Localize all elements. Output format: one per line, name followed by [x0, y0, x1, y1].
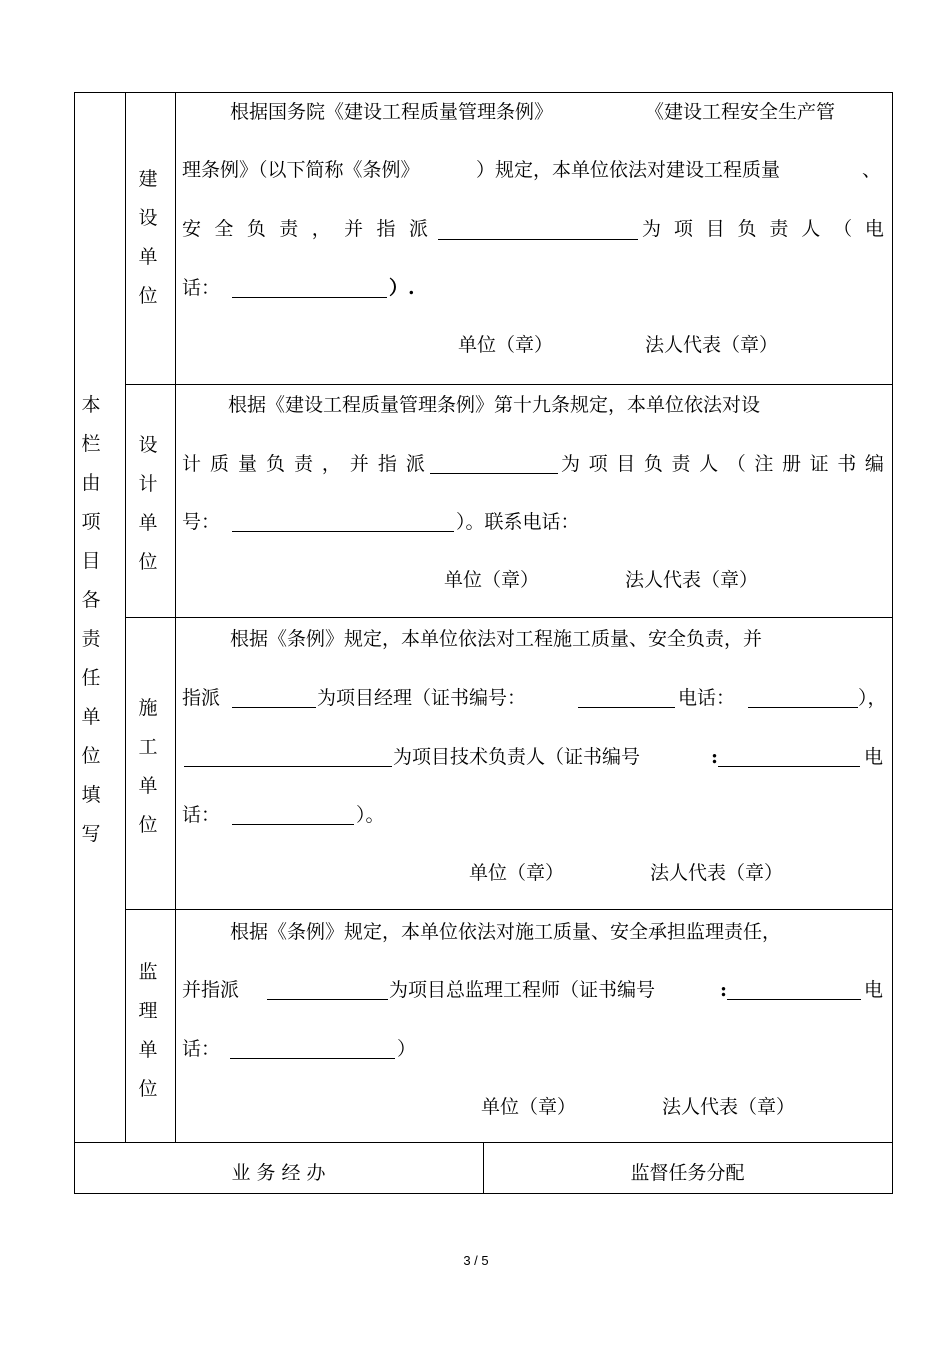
vertical-char: 建 — [138, 168, 158, 190]
footer-handling-label: 业 务 经 办 — [231, 1162, 326, 1184]
jianli-cert-field[interactable] — [727, 983, 861, 1000]
char: 质 — [209, 453, 229, 475]
table-col-divider-2 — [175, 92, 176, 1142]
char: 书 — [837, 453, 857, 475]
table-right-border — [892, 92, 893, 1193]
char: 负 — [246, 218, 266, 240]
jianli-line2a: 并指派 — [182, 979, 240, 1001]
char: 责 — [769, 218, 789, 240]
jianshe-line4b: ）. — [389, 277, 415, 299]
char: 安 — [182, 218, 202, 240]
shigong-manager-cert-field[interactable] — [578, 691, 675, 708]
table-divider-supervision — [125, 909, 893, 910]
footer-assignment-label: 监督任务分配 — [630, 1162, 745, 1184]
shigong-seal-legal: 法人代表（章） — [650, 862, 784, 884]
side-label — [71, 386, 111, 854]
vertical-char: 位 — [138, 551, 158, 573]
table-bottom-border — [74, 1193, 893, 1194]
char: （ — [833, 218, 853, 240]
shigong-manager-phone-field[interactable] — [748, 691, 858, 708]
vertical-char: 各 — [81, 589, 101, 611]
vertical-char: 项 — [81, 511, 101, 533]
vertical-char: 位 — [138, 285, 158, 307]
char: 人 — [699, 453, 719, 475]
jianli-seal-unit: 单位（章） — [481, 1096, 577, 1118]
vertical-char: 监 — [138, 961, 158, 983]
vertical-char: 工 — [138, 736, 158, 758]
char: 负 — [265, 453, 285, 475]
shigong-tech-phone-field[interactable] — [232, 808, 354, 825]
char: 责 — [279, 218, 299, 240]
char: 指 — [376, 218, 396, 240]
unit-label-jianshe — [128, 160, 168, 316]
jianshe-seal-legal: 法人代表（章） — [645, 334, 779, 356]
char: 为 — [642, 218, 662, 240]
char: 人 — [801, 218, 821, 240]
vertical-char: 单 — [81, 706, 101, 728]
shigong-line4b: ）。 — [356, 804, 385, 826]
char: 负 — [643, 453, 663, 475]
sheji-responsible-field[interactable] — [430, 457, 558, 474]
jianli-phone-field[interactable] — [230, 1042, 395, 1059]
vertical-char: 填 — [81, 784, 101, 806]
vertical-char: 栏 — [81, 433, 101, 455]
sheji-line2a-source — [182, 453, 425, 475]
jianli-line3a: 话： — [182, 1038, 221, 1060]
char: 全 — [214, 218, 234, 240]
shigong-tech-cert-field[interactable] — [718, 750, 860, 767]
shigong-line3c: 电 — [864, 746, 884, 768]
vertical-char: 位 — [138, 814, 158, 836]
jianshe-phone-field[interactable] — [232, 281, 387, 298]
vertical-char: 施 — [138, 697, 158, 719]
char: 派 — [405, 453, 425, 475]
jianli-seal-legal: 法人代表（章） — [662, 1096, 796, 1118]
vertical-char: 单 — [138, 512, 158, 534]
char: ， — [311, 218, 331, 240]
vertical-char: 理 — [138, 1000, 158, 1022]
shigong-line2d: ）， — [858, 687, 887, 709]
sheji-seal-legal: 法人代表（章） — [625, 569, 759, 591]
vertical-char: 位 — [138, 1078, 158, 1100]
vertical-char: 写 — [81, 823, 101, 845]
vertical-char: 任 — [81, 667, 101, 689]
char: 指 — [377, 453, 397, 475]
jianli-line2b: 为项目总监理工程师（证书编号 — [389, 979, 656, 1001]
char: ， — [321, 453, 341, 475]
char: 目 — [616, 453, 636, 475]
char: 项 — [673, 218, 693, 240]
sheji-line3a: 号： — [182, 511, 221, 533]
jianli-line2d: 电 — [864, 979, 884, 1001]
char: 册 — [782, 453, 802, 475]
jianli-line3b: ） — [397, 1038, 417, 1060]
vertical-char: 责 — [81, 628, 101, 650]
char: 负 — [737, 218, 757, 240]
unit-label-jianli — [128, 953, 168, 1109]
char: 量 — [237, 453, 257, 475]
char: 计 — [182, 453, 202, 475]
jianli-line1: 根据《条例》规定，本单位依法对施工质量、安全承担监理责任， — [230, 921, 782, 943]
shigong-line2b: 为项目经理（证书编号： — [317, 687, 527, 709]
shigong-seal-unit: 单位（章） — [469, 862, 565, 884]
char: 项 — [588, 453, 608, 475]
table-divider-construction — [125, 617, 893, 618]
shigong-line3a: 为项目技术负责人（证书编号 — [393, 746, 641, 768]
vertical-char: 单 — [138, 1039, 158, 1061]
jianshe-line3b-source — [642, 218, 884, 240]
jianshe-line2c: 、 — [862, 159, 882, 181]
shigong-line1: 根据《条例》规定，本单位依法对工程施工质量、安全负责，并 — [230, 628, 763, 650]
jianshe-line2a: 理条例》（以下简称《条例》 — [182, 159, 420, 181]
jianshe-line1a: 根据国务院《建设工程质量管理条例》 — [230, 101, 554, 123]
jianshe-responsible-field[interactable] — [438, 223, 638, 240]
char: 并 — [344, 218, 364, 240]
jianshe-seal-unit: 单位（章） — [458, 334, 554, 356]
shigong-line2c: 电话： — [678, 687, 736, 709]
jianli-line2c: : — [720, 979, 728, 1001]
shigong-line3b: : — [711, 746, 719, 768]
char: 派 — [408, 218, 428, 240]
char: 为 — [561, 453, 581, 475]
char: 目 — [705, 218, 725, 240]
vertical-char: 位 — [81, 745, 101, 767]
jianli-chief-field[interactable] — [267, 983, 388, 1000]
vertical-char: 设 — [138, 207, 158, 229]
char: 责 — [671, 453, 691, 475]
jianshe-line1b: 《建设工程安全生产管 — [645, 101, 836, 123]
page-number: 3 / 5 — [463, 1253, 489, 1268]
sheji-line1: 根据《建设工程质量管理条例》第十九条规定，本单位依法对设 — [228, 394, 761, 416]
sheji-seal-unit: 单位（章） — [444, 569, 540, 591]
vertical-char: 计 — [138, 473, 158, 495]
vertical-char: 由 — [81, 472, 101, 494]
vertical-char: 设 — [138, 434, 158, 456]
shigong-line2a: 指派 — [182, 687, 221, 709]
jianshe-line4a: 话： — [182, 277, 221, 299]
unit-label-sheji — [128, 426, 168, 582]
vertical-char: 单 — [138, 775, 158, 797]
char: 证 — [809, 453, 829, 475]
vertical-char: 目 — [81, 550, 101, 572]
jianshe-line3a-source — [182, 218, 428, 240]
char: 责 — [293, 453, 313, 475]
shigong-line4a: 话： — [182, 804, 221, 826]
sheji-line3b: ）。联系电话： — [456, 511, 580, 533]
sheji-cert-field[interactable] — [232, 515, 454, 532]
char: 注 — [754, 453, 774, 475]
shigong-manager-field[interactable] — [232, 691, 316, 708]
char: 并 — [349, 453, 369, 475]
table-top-border — [74, 92, 893, 93]
char: 电 — [864, 218, 884, 240]
jianshe-line2b: ）规定，本单位依法对建设工程质量 — [476, 159, 781, 181]
vertical-char: 单 — [138, 246, 158, 268]
char: （ — [726, 453, 746, 475]
unit-label-shigong — [128, 689, 168, 845]
table-col-divider-1 — [125, 92, 126, 1142]
sheji-line2b-source — [561, 453, 884, 475]
char: 编 — [864, 453, 884, 475]
vertical-char: 本 — [81, 394, 101, 416]
table-divider-design — [125, 384, 893, 385]
shigong-tech-lead-field[interactable] — [184, 750, 392, 767]
